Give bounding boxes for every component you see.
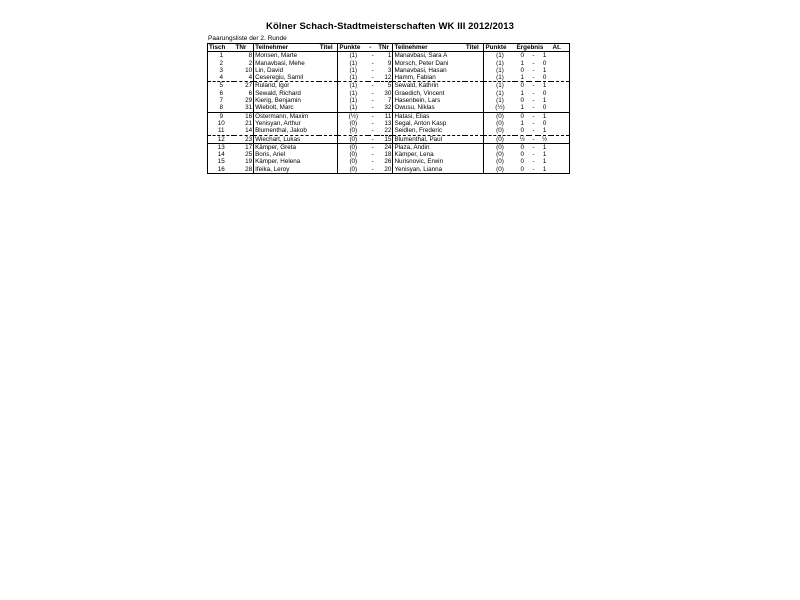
at-cell	[551, 135, 569, 143]
header-title-white: Titel	[319, 44, 338, 52]
tisch-cell: 9	[219, 112, 223, 120]
tisch-cell: 2	[219, 59, 223, 67]
result-black-cell: 0	[538, 104, 552, 112]
document-title: Kölner Schach-Stadtmeisterschaften WK III 2012/2013	[266, 21, 514, 32]
header-participant-black: Teilnehmer	[393, 44, 465, 52]
dash-cell: -	[371, 143, 374, 151]
points-white-cell: (0)	[338, 151, 368, 158]
points-white-cell: (½)	[338, 112, 368, 120]
tnr-black-cell: 7	[387, 97, 392, 105]
title-black-cell	[465, 90, 484, 97]
pairings-table	[207, 43, 570, 174]
result-sep-cell: -	[532, 82, 535, 90]
tisch-cell: 1	[219, 52, 223, 60]
tnr-black-cell: 9	[387, 59, 392, 67]
dash-cell: -	[371, 66, 374, 74]
at-cell	[551, 74, 569, 82]
tnr-white-cell: 8	[248, 52, 253, 60]
result-black-cell: 1	[542, 165, 547, 173]
result-white-cell: 0	[515, 127, 528, 135]
result-sep-cell: -	[532, 52, 535, 60]
tnr-white-cell: 4	[234, 74, 253, 82]
tisch-cell: 5	[219, 82, 223, 90]
result-white-cell: 0	[520, 66, 524, 74]
participant-white-cell: Ostermann, Maxim	[254, 112, 319, 120]
participant-black-cell: Nurisnovic, Erwin	[393, 158, 465, 165]
at-cell	[551, 158, 569, 165]
participant-black-cell: Morsch, Peter Dani	[393, 60, 465, 67]
title-white-cell	[319, 97, 338, 104]
at-cell	[551, 82, 569, 90]
title-black-cell	[465, 135, 484, 143]
title-white-cell	[319, 120, 338, 127]
points-white-cell: (0)	[338, 135, 368, 143]
participant-black-cell: Segal, Anton Kasp	[393, 120, 465, 127]
participant-white-cell: Boris, Ariel	[254, 151, 319, 158]
dash-cell: -	[371, 59, 374, 67]
points-black-cell: (0)	[484, 127, 515, 135]
header-points-black: Punkte	[484, 44, 515, 52]
result-white-cell: 1	[520, 89, 524, 97]
participant-white-cell: Kämper, Helena	[254, 158, 319, 165]
tnr-black-cell: 30	[384, 89, 392, 97]
title-black-cell	[465, 143, 484, 151]
header-participant-white: Teilnehmer	[254, 44, 319, 52]
at-cell	[551, 90, 569, 97]
tnr-black-cell: 3	[387, 66, 392, 74]
result-white-cell: 0	[520, 52, 524, 60]
points-black-cell: (0)	[484, 143, 515, 151]
participant-black-cell: Owusu, Niklas	[393, 104, 465, 112]
table-row	[208, 143, 570, 151]
tnr-white-cell: 28	[245, 165, 253, 173]
title-black-cell	[465, 166, 484, 174]
participant-white-cell: Manavbasi, Mehe	[254, 60, 319, 67]
title-white-cell	[319, 158, 338, 165]
result-black-cell: 1	[538, 127, 552, 135]
participant-black-cell: Sewald, Kathrin	[393, 82, 465, 90]
title-white-cell	[319, 52, 338, 60]
dash-cell: -	[371, 82, 374, 90]
dash-cell: -	[371, 151, 374, 159]
tnr-white-cell: 29	[245, 97, 253, 105]
title-white-cell	[319, 112, 338, 120]
tisch-cell: 6	[219, 89, 223, 97]
participant-white-cell: Blumenthal, Jakob	[254, 127, 319, 135]
points-black-cell: (0)	[484, 158, 515, 165]
title-black-cell	[465, 112, 484, 120]
title-black-cell	[465, 60, 484, 67]
round-subtitle: Paarungsliste der 2. Runde	[208, 35, 287, 42]
at-cell	[551, 151, 569, 158]
result-white-cell: 1	[520, 59, 524, 67]
title-black-cell	[465, 74, 484, 82]
header-at: At.	[551, 44, 569, 52]
points-white-cell: (0)	[338, 120, 368, 127]
dash-cell: -	[371, 119, 374, 127]
dash-cell: -	[371, 89, 374, 97]
tnr-white-cell: 23	[234, 135, 253, 143]
result-sep-cell: -	[529, 135, 538, 143]
participant-black-cell: Hatasi, Elias	[393, 112, 465, 120]
tisch-cell: 14	[217, 151, 225, 159]
tnr-black-cell: 11	[384, 112, 392, 120]
table-row	[208, 52, 570, 60]
dash-cell: -	[368, 127, 377, 135]
result-black-cell: 1	[542, 66, 547, 74]
result-black-cell: 1	[542, 143, 547, 151]
result-white-cell: 1	[520, 119, 524, 127]
participant-white-cell: Kierig, Benjamin	[254, 97, 319, 104]
tnr-black-cell: 12	[377, 74, 393, 82]
tnr-white-cell: 25	[245, 151, 253, 159]
tnr-black-cell: 5	[387, 82, 392, 90]
tnr-white-cell: 10	[245, 66, 253, 74]
result-sep-cell: -	[532, 59, 535, 67]
tisch-cell: 16	[217, 165, 225, 173]
at-cell	[551, 97, 569, 104]
title-white-cell	[319, 127, 338, 135]
result-white-cell: 1	[515, 104, 528, 112]
points-white-cell: (1)	[338, 52, 368, 60]
points-black-cell: (0)	[484, 135, 515, 143]
result-white-cell: ½	[515, 135, 528, 143]
title-black-cell	[465, 158, 484, 165]
title-black-cell	[465, 127, 484, 135]
result-black-cell: 1	[542, 97, 547, 105]
tisch-cell: 15	[217, 158, 225, 166]
tnr-white-cell: 17	[245, 143, 253, 151]
participant-black-cell: Kämper, Lena	[393, 151, 465, 158]
dash-cell: -	[371, 112, 374, 120]
points-black-cell: (1)	[484, 97, 515, 104]
participant-white-cell: Kämper, Greta	[254, 143, 319, 151]
participant-black-cell: Manavbasi, Hasan	[393, 67, 465, 74]
title-white-cell	[319, 90, 338, 97]
header-points-white: Punkte	[338, 44, 368, 52]
points-black-cell: (1)	[484, 90, 515, 97]
dash-cell: -	[371, 52, 374, 60]
result-black-cell: 1	[542, 158, 547, 166]
header-tnr-black: TNr	[377, 44, 393, 52]
result-white-cell: 0	[520, 112, 524, 120]
participant-white-cell: Yenisyan, Arthur	[254, 120, 319, 127]
points-white-cell: (1)	[338, 97, 368, 104]
title-black-cell	[465, 151, 484, 158]
participant-white-cell: Sewald, Richard	[254, 90, 319, 97]
result-white-cell: 0	[520, 158, 524, 166]
points-white-cell: (1)	[338, 74, 368, 82]
result-sep-cell: -	[532, 97, 535, 105]
result-black-cell: 1	[542, 151, 547, 159]
result-sep-cell: -	[532, 158, 535, 166]
result-sep-cell: -	[532, 66, 535, 74]
title-white-cell	[319, 143, 338, 151]
participant-black-cell: Hamm, Fabian	[393, 74, 465, 82]
points-black-cell: (1)	[484, 60, 515, 67]
result-sep-cell: -	[532, 165, 535, 173]
tnr-white-cell: 27	[245, 82, 253, 90]
at-cell	[551, 60, 569, 67]
tisch-cell: 8	[208, 104, 235, 112]
tnr-white-cell: 16	[245, 112, 253, 120]
table-row	[208, 104, 570, 112]
participant-black-cell: Hasenbein, Lars	[393, 97, 465, 104]
participant-black-cell: Seidlen, Frederic	[393, 127, 465, 135]
at-cell	[551, 52, 569, 60]
tnr-black-cell: 32	[377, 104, 393, 112]
title-black-cell	[465, 82, 484, 90]
participant-white-cell: Wiechart, Lukas	[254, 135, 319, 143]
table-row	[208, 74, 570, 82]
result-sep-cell: -	[529, 127, 538, 135]
participant-black-cell: Manavbasi, Sara A	[393, 52, 465, 60]
result-white-cell: 0	[520, 97, 524, 105]
dash-cell: -	[371, 165, 374, 173]
result-black-cell: 0	[542, 59, 547, 67]
points-black-cell: (½)	[484, 104, 515, 112]
points-white-cell: (1)	[338, 67, 368, 74]
tisch-cell: 7	[219, 97, 223, 105]
points-white-cell: (0)	[338, 166, 368, 174]
points-black-cell: (0)	[484, 112, 515, 120]
tnr-white-cell: 6	[248, 89, 253, 97]
tnr-white-cell: 21	[245, 119, 253, 127]
at-cell	[551, 166, 569, 174]
participant-black-cell: Graedich, Vincent	[393, 90, 465, 97]
tisch-cell: 3	[219, 66, 223, 74]
points-black-cell: (0)	[484, 120, 515, 127]
tnr-black-cell: 22	[377, 127, 393, 135]
points-black-cell: (1)	[484, 74, 515, 82]
title-white-cell	[319, 82, 338, 90]
table-row	[208, 127, 570, 135]
tnr-white-cell: 19	[245, 158, 253, 166]
header-title-black: Titel	[465, 44, 484, 52]
title-white-cell	[319, 151, 338, 158]
tnr-black-cell: 24	[384, 143, 392, 151]
result-white-cell: 1	[515, 74, 528, 82]
tisch-cell: 13	[217, 143, 225, 151]
result-white-cell: 0	[520, 82, 524, 90]
points-white-cell: (1)	[338, 60, 368, 67]
participant-white-cell: Wiebolt, Marc	[254, 104, 319, 112]
points-white-cell: (1)	[338, 82, 368, 90]
tisch-cell: 4	[208, 74, 235, 82]
result-black-cell: 0	[542, 119, 547, 127]
result-sep-cell: -	[532, 89, 535, 97]
points-black-cell: (1)	[484, 52, 515, 60]
tnr-black-cell: 13	[384, 119, 392, 127]
table-header-row	[208, 44, 570, 52]
participant-white-cell: Ifeika, Leroy	[254, 166, 319, 174]
result-black-cell: 1	[542, 52, 547, 60]
tisch-cell: 12	[208, 135, 235, 143]
result-white-cell: 0	[520, 151, 524, 159]
header-tisch: Tisch	[208, 44, 235, 52]
table-row	[208, 166, 570, 174]
title-white-cell	[319, 135, 338, 143]
at-cell	[551, 104, 569, 112]
table-row	[208, 82, 570, 90]
points-white-cell: (0)	[338, 143, 368, 151]
result-sep-cell: -	[532, 119, 535, 127]
tisch-cell: 10	[217, 119, 225, 127]
result-sep-cell: -	[529, 104, 538, 112]
title-black-cell	[465, 120, 484, 127]
title-white-cell	[319, 166, 338, 174]
dash-cell: -	[371, 97, 374, 105]
title-white-cell	[319, 67, 338, 74]
tisch-cell: 11	[208, 127, 235, 135]
title-white-cell	[319, 60, 338, 67]
table-row	[208, 158, 570, 165]
table-row	[208, 120, 570, 127]
result-sep-cell: -	[529, 74, 538, 82]
participant-white-cell: Ruland, Igor	[254, 82, 319, 90]
points-white-cell: (1)	[338, 90, 368, 97]
participant-white-cell: Monsen, Marte	[254, 52, 319, 60]
tnr-black-cell: 18	[384, 151, 392, 159]
header-tnr-white: TNr	[234, 44, 253, 52]
result-sep-cell: -	[532, 151, 535, 159]
table-row	[208, 67, 570, 74]
dash-cell: -	[368, 135, 377, 143]
tnr-white-cell: 2	[248, 59, 253, 67]
table-row	[208, 112, 570, 120]
table-row	[208, 151, 570, 158]
result-sep-cell: -	[532, 112, 535, 120]
participant-black-cell: Plaza, Andin	[393, 143, 465, 151]
dash-cell: -	[368, 74, 377, 82]
tnr-black-cell: 1	[387, 52, 392, 60]
at-cell	[551, 127, 569, 135]
at-cell	[551, 143, 569, 151]
result-white-cell: 0	[520, 143, 524, 151]
at-cell	[551, 120, 569, 127]
result-white-cell: 0	[520, 165, 524, 173]
points-white-cell: (1)	[338, 104, 368, 112]
header-dash: -	[368, 44, 377, 52]
tnr-white-cell: 14	[234, 127, 253, 135]
points-white-cell: (0)	[338, 158, 368, 165]
at-cell	[551, 67, 569, 74]
result-black-cell: ½	[538, 135, 552, 143]
result-black-cell: 0	[542, 89, 547, 97]
result-black-cell: 1	[542, 82, 547, 90]
participant-black-cell: Blumenthal, Paul	[393, 135, 465, 143]
tnr-white-cell: 31	[234, 104, 253, 112]
result-sep-cell: -	[532, 143, 535, 151]
table-row	[208, 135, 570, 143]
title-black-cell	[465, 67, 484, 74]
result-black-cell: 0	[538, 74, 552, 82]
header-result: Ergebnis	[515, 44, 551, 52]
title-black-cell	[465, 52, 484, 60]
table-row	[208, 60, 570, 67]
points-black-cell: (1)	[484, 67, 515, 74]
dash-cell: -	[371, 158, 374, 166]
tnr-black-cell: 15	[377, 135, 393, 143]
points-black-cell: (0)	[484, 166, 515, 174]
table-row	[208, 97, 570, 104]
participant-white-cell: Ceseregiu, Samil	[254, 74, 319, 82]
result-black-cell: 1	[542, 112, 547, 120]
table-row	[208, 90, 570, 97]
title-white-cell	[319, 104, 338, 112]
tnr-black-cell: 26	[384, 158, 392, 166]
at-cell	[551, 112, 569, 120]
participant-white-cell: Lin, David	[254, 67, 319, 74]
dash-cell: -	[368, 104, 377, 112]
points-black-cell: (1)	[484, 82, 515, 90]
title-white-cell	[319, 74, 338, 82]
title-black-cell	[465, 104, 484, 112]
title-black-cell	[465, 97, 484, 104]
points-white-cell: (0)	[338, 127, 368, 135]
participant-black-cell: Yenisyan, Lianna	[393, 166, 465, 174]
tnr-black-cell: 20	[384, 165, 392, 173]
points-black-cell: (0)	[484, 151, 515, 158]
